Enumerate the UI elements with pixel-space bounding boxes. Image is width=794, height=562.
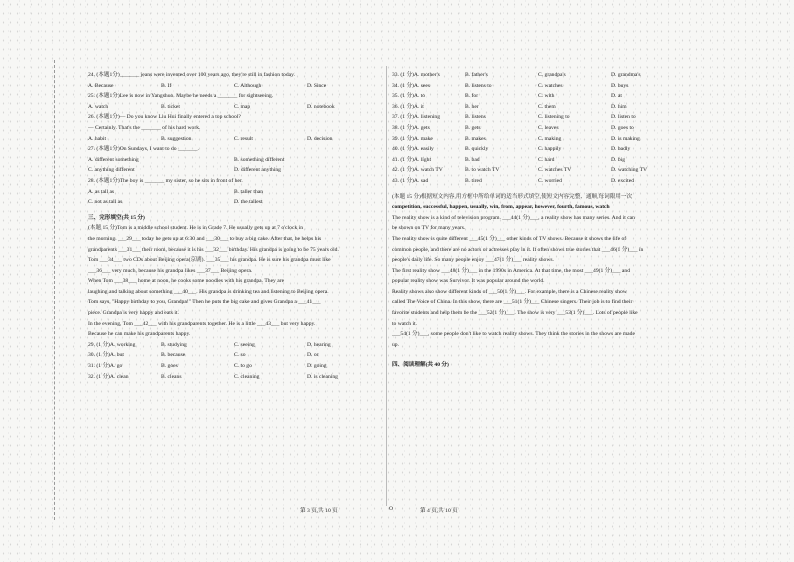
option[interactable]: 39. (1 分)A. make xyxy=(392,135,433,142)
option[interactable]: 35. (1 分)A. to xyxy=(392,93,426,100)
option[interactable]: B. her xyxy=(465,103,479,110)
option[interactable]: C. Although xyxy=(234,82,262,89)
binding-margin xyxy=(40,60,55,520)
option[interactable]: D. different anything xyxy=(234,167,281,174)
option[interactable]: 30. (1 分)A. but xyxy=(88,352,124,359)
option[interactable]: C. map xyxy=(234,103,251,110)
cloze-line: grandparents ___31___ their room, because it is his ___32___ birthday. His grandpa is going to be 75 years old. xyxy=(88,246,339,253)
option[interactable]: D. is making xyxy=(611,135,640,142)
option[interactable]: D. big xyxy=(611,156,625,163)
question-42-options xyxy=(392,165,692,176)
passage-line: favorite students and help them be the ___52(1 分)___. The show is very ___53(1 分)___. Lots of people like xyxy=(392,310,638,317)
option[interactable]: C. to go xyxy=(234,363,252,370)
option[interactable]: C. listening to xyxy=(538,114,570,121)
passage-line: to watch it. xyxy=(392,320,418,327)
passage-line: common people, and there are no actors or actresses play in it. It often shows true stories that ___46(1 分)___ in xyxy=(392,246,644,253)
question-39-options xyxy=(392,134,692,145)
question-27-options-cd xyxy=(88,165,383,176)
passage-line: Reality shows also show different kinds of ___50(1 分)___. For example, there is a Chinese reality show xyxy=(392,288,627,295)
cloze-line: In the evening, Tom ___42___ with his grandparents together. He is a little ___43___ but very happy. xyxy=(88,320,316,327)
passage-line: The reality show is quite different ___45(1 分)___ other kinds of TV shows. Because it shows the life of xyxy=(392,235,627,242)
option[interactable]: A. different something xyxy=(88,156,139,163)
option[interactable]: D. grandma's xyxy=(611,72,641,78)
option[interactable]: B. tired xyxy=(465,177,482,184)
option[interactable]: D. going xyxy=(307,363,327,370)
cloze-line: Tom says, "Happy birthday to you, Grandpa!" Then he puts the big cake and gives Grandpa a ___41___ xyxy=(88,299,321,306)
option[interactable]: B. gets xyxy=(465,124,481,131)
option[interactable]: C. them xyxy=(538,103,556,110)
cloze-line: piece. Grandpa is very happy and eats it. xyxy=(88,310,179,317)
option[interactable]: D. notebook xyxy=(307,103,335,110)
option[interactable]: D. or xyxy=(307,352,319,359)
option[interactable]: C. cleaning xyxy=(234,373,260,380)
cloze-line: the morning. ___29___ today he gets up at 6:30 and ___30___ to buy a big cake. After that, he helps his xyxy=(88,235,322,242)
right-page-number: 第 4 页,共 10 页 xyxy=(420,508,458,514)
option[interactable]: B. listens xyxy=(465,114,486,121)
option[interactable]: B. studying xyxy=(161,341,187,348)
question-25: 25. (本题1分)Lee is now in Yangshuo. Maybe he needs a _______ for sightseeing. xyxy=(88,93,274,100)
option[interactable]: 43. (1 分)A. sad xyxy=(392,177,429,184)
option[interactable]: D. excited xyxy=(611,177,634,184)
option[interactable]: B. something different xyxy=(234,156,285,163)
option[interactable]: C. watches TV xyxy=(538,167,572,174)
option[interactable]: 31. (1 分)A. go xyxy=(88,363,123,370)
question-29-options xyxy=(88,340,383,351)
option[interactable]: 29. (1 分)A. working xyxy=(88,341,136,348)
option[interactable]: A. Because xyxy=(88,82,114,89)
question-30-options xyxy=(88,350,383,361)
option[interactable]: A. habit xyxy=(88,135,107,142)
option[interactable]: B. to watch TV xyxy=(465,167,500,174)
cloze-line: Because he can make his grandparents happy. xyxy=(88,331,191,338)
question-24-options xyxy=(88,81,383,92)
question-32-options xyxy=(88,372,383,383)
question-43-options xyxy=(392,176,692,187)
option[interactable]: C. result xyxy=(234,135,253,142)
option[interactable]: D. hearing xyxy=(307,341,331,348)
option[interactable]: 36. (1 分)A. it xyxy=(392,103,424,110)
question-26: 26. (本题1分)— Do you know Liu Hui finally entered a top school? xyxy=(88,114,241,121)
question-28: 28. (本题1分)The boy is _______ my sister, so he sits in front of her. xyxy=(88,177,243,184)
option[interactable]: 38. (1 分)A. gets xyxy=(392,124,430,131)
question-27: 27. (本题1分)On Sundays, I want to do _______. xyxy=(88,146,199,153)
passage-line: called The Voice of China. In this show, there are ___51(1 分)___ Chinese singers. Their job is to find their xyxy=(392,299,633,306)
option[interactable]: 32. (1 分)A. clean xyxy=(88,373,129,380)
passage-line: up. xyxy=(392,341,399,348)
option[interactable]: A. watch xyxy=(88,103,109,110)
option[interactable]: D. listen to xyxy=(611,114,636,121)
question-41-options xyxy=(392,155,692,166)
section-4-heading: 四、阅读理解(共 40 分) xyxy=(392,362,449,369)
option[interactable]: C. making xyxy=(538,135,562,142)
option[interactable]: D. the tallest xyxy=(234,199,263,206)
section-3-heading: 三、完形填空(共 15 分) xyxy=(88,214,145,221)
center-mark: O xyxy=(389,506,394,512)
option[interactable]: D. watching TV xyxy=(611,167,648,174)
option[interactable]: 34. (1 分)A. sees xyxy=(392,82,431,89)
option[interactable]: 41. (1 分)A. light xyxy=(392,156,431,163)
option[interactable]: C. leaves xyxy=(538,124,559,131)
option[interactable]: B. listens to xyxy=(465,82,492,89)
question-34-options xyxy=(392,81,692,92)
question-33-options xyxy=(392,70,692,81)
question-28-options-ab xyxy=(88,187,383,198)
option[interactable]: C. so xyxy=(234,352,246,359)
option[interactable]: D. at xyxy=(611,93,622,100)
option[interactable]: D. buys xyxy=(611,82,629,89)
question-31-options xyxy=(88,361,383,372)
passage-line: ___54(1 分)___, some people don't like to watch reality shows. They think the stories in the shows are made xyxy=(392,331,635,338)
option[interactable]: D. is cleaning xyxy=(307,373,338,380)
word-box: competition, successful, happen, usually, win, from, appear, however, fourth, famous, watch xyxy=(392,204,610,211)
option[interactable]: B. because xyxy=(161,352,186,359)
option[interactable]: 40. (1 分)A. easily xyxy=(392,146,434,153)
option[interactable]: C. with xyxy=(538,93,555,100)
passage-line: be shown on TV for many years. xyxy=(392,225,466,232)
option[interactable]: C. happily xyxy=(538,146,562,153)
option[interactable]: B. taller than xyxy=(234,188,264,195)
fill-blank-instructions: (本题 15 分)根据短文内容,用方框中所给单词的适当形式填空,使短文内容完整、通顺,每词限用一次 xyxy=(392,193,633,200)
option[interactable]: B. cleans xyxy=(161,373,182,380)
option[interactable]: 42. (1 分)A. watch TV xyxy=(392,167,443,174)
question-26-response: — Certainly. That's the _______ of his hard work. xyxy=(88,124,201,131)
option[interactable]: D. goes to xyxy=(611,124,634,131)
option[interactable]: A. as tall as xyxy=(88,188,115,195)
option[interactable]: B. If xyxy=(161,82,172,89)
option[interactable]: B. quickly xyxy=(465,146,489,153)
option[interactable]: C. worried xyxy=(538,177,562,184)
option[interactable]: B. suggestion xyxy=(161,135,192,142)
question-25-options xyxy=(88,102,383,113)
option[interactable]: C. not as tall as xyxy=(88,199,123,206)
option[interactable]: D. decision xyxy=(307,135,333,142)
option[interactable]: C. watches xyxy=(538,82,563,89)
passage-line: popular reality show was Survivor. It was popular around the world. xyxy=(392,278,545,285)
cloze-line: (本题 15 分)Tom is a middle school student. He is in Grade 7. He usually gets up at 7 o'clock in xyxy=(88,225,304,232)
column-divider xyxy=(386,66,387,506)
cloze-line: ___36___ very much, because his grandpa likes ___37___ Beijing opera. xyxy=(88,267,253,274)
passage-line: The first reality show ___48(1 分)___ in the 1990s in America. At that time, the most ___49(1 分)___ and xyxy=(392,267,631,274)
question-27-options-ab xyxy=(88,155,383,166)
cloze-line: Tom ___34___ two CDs about Beijing opera(京剧). ___35___ his grandpa. He is sure his grandpa must like xyxy=(88,257,331,264)
option[interactable]: 33. (1 分)A. mother's xyxy=(392,72,440,78)
question-35-options xyxy=(392,91,692,102)
passage-line: people's daily life. So many people enjoy ___47(1 分)___ reality shows. xyxy=(392,257,554,264)
option[interactable]: B. father's xyxy=(465,72,488,78)
option[interactable]: C. seeing xyxy=(234,341,255,348)
question-36-options xyxy=(392,102,692,113)
question-40-options xyxy=(392,144,692,155)
option[interactable]: B. bad xyxy=(465,156,480,163)
question-24: 24. (本题1分)_______ jeans were invented over 100 years ago, they're still in fashion today. xyxy=(88,72,295,78)
option[interactable]: 37. (1 分)A. listening xyxy=(392,114,441,121)
option[interactable]: B. ticket xyxy=(161,103,180,110)
option[interactable]: B. goes xyxy=(161,363,178,370)
option[interactable]: D. him xyxy=(611,103,627,110)
question-26-options xyxy=(88,134,383,145)
option[interactable]: B. for xyxy=(465,93,479,100)
left-column xyxy=(88,70,383,382)
left-page-number: 第 3 页,共 10 页 xyxy=(300,508,338,514)
option[interactable]: D. Since xyxy=(307,82,327,89)
option[interactable]: C. anything different xyxy=(88,167,135,174)
cloze-line: laughing and talking about something ___40___. His grandpa is drinking tea and listening to Beijing opera. xyxy=(88,288,329,295)
question-37-options xyxy=(392,112,692,123)
option[interactable]: B. makes xyxy=(465,135,486,142)
option[interactable]: D. badly xyxy=(611,146,631,153)
option[interactable]: C. grandpa's xyxy=(538,72,566,78)
question-28-options-cd xyxy=(88,197,383,208)
passage-line: The reality show is a kind of television program. ___44(1 分)___, a reality show has many series. And it can xyxy=(392,214,635,221)
cloze-line: When Tom ___38___ home at noon, he cooks some noodles with his grandpa. They are xyxy=(88,278,285,285)
question-38-options xyxy=(392,123,692,134)
right-column xyxy=(392,70,692,371)
option[interactable]: C. hard xyxy=(538,156,555,163)
